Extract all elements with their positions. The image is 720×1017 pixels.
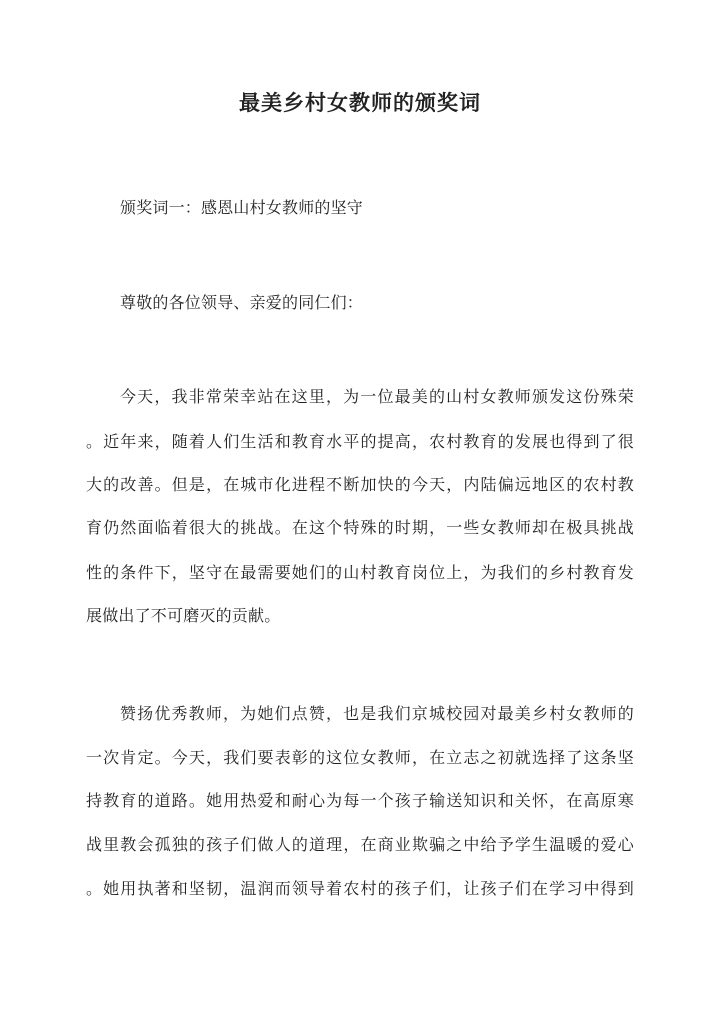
paragraph-1-line-2: 。近年来，随着人们生活和教育水平的提高，农村教育的发展也得到了很: [86, 432, 634, 451]
section-heading: 颁奖词一：感恩山村女教师的坚守: [120, 198, 364, 217]
paragraph-1-line-4: 育仍然面临着很大的挑战。在这个特殊的时期，一些女教师却在极具挑战: [86, 518, 634, 537]
document-title: 最美乡村女教师的颁奖词: [239, 90, 481, 115]
paragraph-1-line-3: 大的改善。但是，在城市化进程不断加快的今天，内陆偏远地区的农村教: [86, 475, 634, 494]
paragraph-1-line-6: 展做出了不可磨灭的贡献。: [86, 606, 281, 625]
paragraph-2-line-5: 。她用执著和坚韧，温润而领导着农村的孩子们，让孩子们在学习中得到: [86, 879, 634, 898]
paragraph-2-line-1: 赞扬优秀教师，为她们点赞，也是我们京城校园对最美乡村女教师的: [120, 704, 634, 723]
paragraph-1-line-1: 今天，我非常荣幸站在这里，为一位最美的山村女教师颁发这份殊荣: [120, 387, 634, 406]
salutation: 尊敬的各位领导、亲爱的同仁们：: [120, 293, 364, 312]
paragraph-2-line-4: 战里教会孤独的孩子们做人的道理，在商业欺骗之中给予学生温暖的爱心: [86, 835, 634, 854]
paragraph-1-line-5: 性的条件下，坚守在最需要她们的山村教育岗位上，为我们的乡村教育发: [86, 563, 634, 582]
paragraph-2-line-3: 持教育的道路。她用热爱和耐心为每一个孩子输送知识和关怀，在高原寒: [86, 791, 634, 810]
paragraph-2-line-2: 一次肯定。今天，我们要表彰的这位女教师，在立志之初就选择了这条坚: [86, 748, 634, 767]
